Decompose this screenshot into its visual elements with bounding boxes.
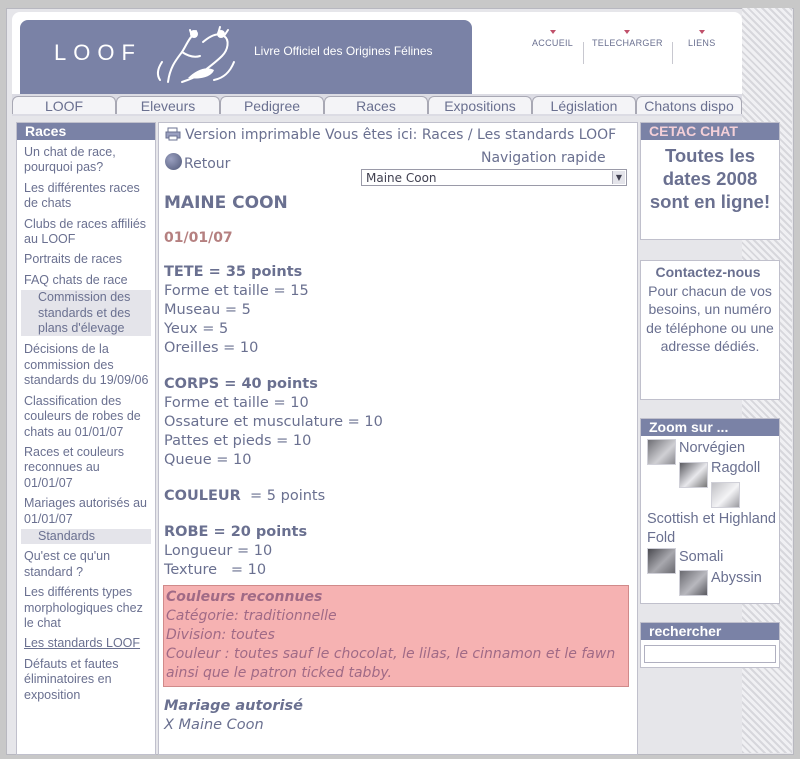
nav-link-accueil[interactable] bbox=[532, 38, 573, 48]
sidebar-item-chat-de-race[interactable]: Un chat de race, pourquoi pas? bbox=[24, 145, 116, 175]
sidebar-item-races-couleurs[interactable]: Races et couleurs reconnues au 01/01/07 bbox=[24, 444, 125, 490]
divider bbox=[583, 42, 584, 64]
sidebar-item-defauts[interactable]: Défauts et fautes éliminatoires en exposition bbox=[24, 656, 119, 702]
zoom-item-norvegien[interactable]: Norvégien bbox=[679, 440, 746, 456]
section-heading: TETE = 35 points bbox=[164, 264, 303, 280]
arrow-down-icon bbox=[624, 30, 630, 34]
marriage-title: Mariage autorisé bbox=[164, 698, 303, 714]
section-heading: COULEUR bbox=[164, 488, 241, 504]
sidebar-item-standards-loof[interactable]: Les standards LOOF bbox=[24, 636, 141, 651]
tab-legislation[interactable]: Législation bbox=[532, 96, 636, 114]
section-line: Pattes et pieds = 10 bbox=[164, 433, 312, 449]
sidebar-item-decisions[interactable]: Décisions de la commission des standards du 19/09/06 bbox=[24, 342, 149, 388]
section-robe bbox=[164, 523, 630, 580]
banner bbox=[20, 20, 472, 94]
breadcrumb-text[interactable]: Version imprimable Vous êtes ici: Races / Les standards LOOF bbox=[185, 127, 617, 143]
section-line: Ossature et musculature = 10 bbox=[164, 414, 383, 430]
sidebar-item-clubs[interactable]: Clubs de races affiliés au LOOF bbox=[24, 216, 147, 247]
marriage-value: X Maine Coon bbox=[164, 717, 264, 733]
site-tagline: Livre Officiel des Origines Félines bbox=[254, 44, 433, 58]
cetac-title: CETAC CHAT bbox=[641, 123, 779, 140]
tab-races[interactable]: Races bbox=[324, 96, 428, 114]
sidebar-item-portraits[interactable]: Portraits de races bbox=[24, 252, 122, 267]
section-line: Forme et taille = 15 bbox=[164, 283, 309, 299]
contact-box[interactable] bbox=[640, 260, 780, 400]
recognized-colors-category: Catégorie: traditionnelle bbox=[166, 608, 337, 624]
section-line: Oreilles = 10 bbox=[164, 340, 259, 356]
section-corps bbox=[164, 375, 630, 470]
sidebar-item-commission[interactable]: Commission des standards et des plans d'élevage bbox=[21, 290, 151, 336]
standard-date: 01/01/07 bbox=[164, 230, 233, 246]
cetac-text[interactable]: Toutes les dates 2008 sont en ligne! bbox=[649, 145, 771, 212]
back-label: Retour bbox=[184, 156, 231, 172]
recognized-colors-box bbox=[163, 585, 629, 687]
sidebar-item-mariages[interactable]: Mariages autorisés au 01/01/07 bbox=[24, 496, 147, 526]
nav-link-label: ACCUEIL bbox=[532, 38, 574, 48]
search-box bbox=[640, 622, 780, 668]
section-couleur bbox=[164, 487, 630, 506]
cetac-box[interactable] bbox=[640, 122, 780, 240]
breadcrumb bbox=[165, 127, 616, 143]
somali-thumbnail[interactable] bbox=[647, 548, 676, 574]
chevron-down-icon[interactable]: ▼ bbox=[612, 171, 625, 184]
main-content bbox=[158, 122, 638, 755]
sidebar-title: Races bbox=[17, 123, 155, 140]
section-line: Museau = 5 bbox=[164, 302, 251, 318]
site-logo[interactable]: LOOF bbox=[54, 40, 142, 65]
marriage-section bbox=[164, 697, 303, 735]
section-heading: ROBE = 20 points bbox=[164, 524, 308, 540]
abyssin-thumbnail[interactable] bbox=[679, 570, 708, 596]
recognized-colors-title: Couleurs reconnues bbox=[166, 589, 323, 605]
zoom-list bbox=[641, 436, 779, 606]
zoom-item-abyssin[interactable]: Abyssin bbox=[711, 570, 762, 586]
section-line: Yeux = 5 bbox=[164, 321, 229, 337]
sidebar-item-quest-ce-standard[interactable]: Qu'est ce qu'un standard ? bbox=[24, 549, 111, 579]
zoom-title: Zoom sur ... bbox=[641, 419, 779, 436]
standard-content bbox=[164, 193, 630, 580]
zoom-item-somali[interactable]: Somali bbox=[679, 549, 724, 565]
section-heading: CORPS = 40 points bbox=[164, 376, 318, 392]
zoom-box bbox=[640, 418, 780, 604]
contact-content bbox=[641, 261, 779, 356]
zoom-item-scottish[interactable]: Scottish et Highland Fold bbox=[647, 511, 776, 546]
divider bbox=[672, 42, 673, 64]
section-line: Longueur = 10 bbox=[164, 543, 273, 559]
tab-pedigree[interactable]: Pedigree bbox=[220, 96, 324, 114]
norvegien-thumbnail[interactable] bbox=[647, 439, 676, 465]
quick-nav-selected: Maine Coon bbox=[366, 171, 437, 185]
tab-loof[interactable]: LOOF bbox=[12, 96, 116, 114]
cats-logo-icon bbox=[148, 22, 238, 88]
tab-expositions[interactable]: Expositions bbox=[428, 96, 532, 114]
page-title: MAINE COON bbox=[164, 193, 288, 213]
back-link[interactable] bbox=[165, 153, 230, 172]
section-points: = 5 points bbox=[240, 488, 326, 504]
nav-link-liens[interactable] bbox=[688, 38, 716, 48]
tab-chatons-dispo[interactable]: Chatons dispo bbox=[636, 96, 742, 114]
nav-link-telecharger[interactable] bbox=[592, 38, 663, 48]
tab-eleveurs[interactable]: Eleveurs bbox=[116, 96, 220, 114]
recognized-colors-division: Division: toutes bbox=[166, 627, 275, 643]
sidebar-menu bbox=[17, 145, 155, 703]
zoom-item-ragdoll[interactable]: Ragdoll bbox=[711, 460, 761, 476]
recognized-colors-color: Couleur : toutes sauf le chocolat, le lilas, le cinnamon et le fawn ainsi que le patron ticked tabby. bbox=[166, 646, 616, 681]
arrow-down-icon bbox=[550, 30, 556, 34]
quick-nav-select[interactable] bbox=[361, 169, 627, 186]
sidebar-item-faq[interactable]: FAQ chats de race bbox=[24, 272, 128, 287]
sidebar-item-standards[interactable]: Standards bbox=[21, 529, 151, 544]
quick-nav-label: Navigation rapide bbox=[481, 150, 606, 166]
scottish-thumbnail[interactable] bbox=[711, 482, 740, 508]
contact-title[interactable]: Contactez-nous bbox=[655, 264, 761, 280]
section-line: Queue = 10 bbox=[164, 452, 252, 468]
sidebar-item-classification[interactable]: Classification des couleurs de robes de chats au 01/01/07 bbox=[24, 393, 141, 439]
search-title: rechercher bbox=[641, 623, 779, 640]
sidebar-item-types-morphologiques[interactable]: Les différents types morphologiques chez le chat bbox=[24, 585, 143, 630]
section-tete bbox=[164, 263, 630, 358]
nav-link-label: TELECHARGER bbox=[592, 38, 663, 48]
back-icon bbox=[165, 153, 182, 170]
section-line: Forme et taille = 10 bbox=[164, 395, 309, 411]
search-input[interactable] bbox=[644, 645, 776, 663]
printer-icon[interactable] bbox=[165, 127, 181, 141]
arrow-down-icon bbox=[699, 30, 705, 34]
ragdoll-thumbnail[interactable] bbox=[679, 462, 708, 488]
nav-link-label: LIENS bbox=[688, 38, 716, 48]
section-line: Texture = 10 bbox=[164, 562, 267, 578]
contact-text: Pour chacun de vos besoins, un numéro de téléphone ou une adresse dédiés. bbox=[646, 282, 774, 354]
sidebar bbox=[16, 122, 156, 755]
sidebar-item-differentes-races[interactable]: Les différentes races de chats bbox=[24, 180, 140, 211]
